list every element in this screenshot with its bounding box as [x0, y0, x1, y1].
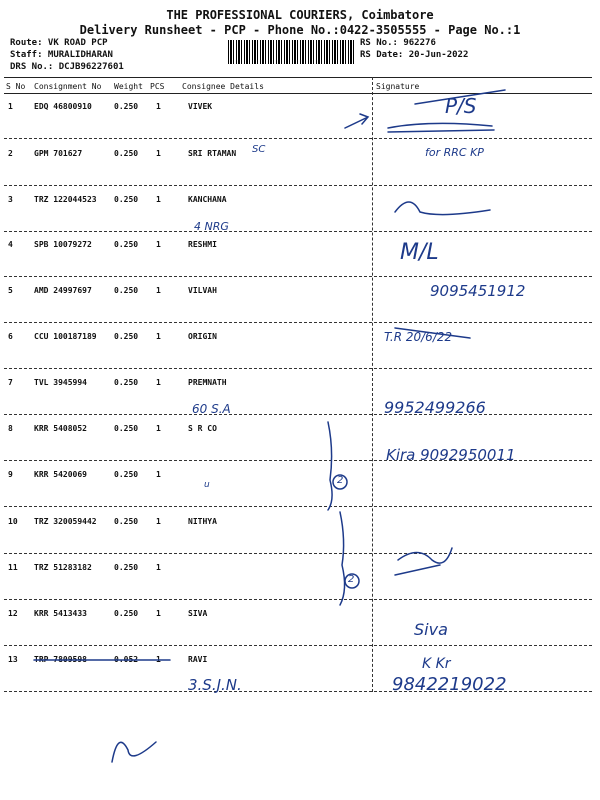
row-consignment: TRP 7809598: [34, 655, 87, 664]
signature-scribble-row3: [395, 202, 490, 215]
row-weight: 0.052: [114, 655, 139, 664]
drs-number: DRS No.: DCJB96227601: [10, 62, 124, 72]
row-weight: 0.250: [114, 102, 139, 111]
row-consignee: PREMNATH: [188, 378, 227, 387]
col-sno: S No: [6, 82, 26, 91]
row-pcs: 1: [156, 149, 161, 158]
route: Route: VK ROAD PCP: [10, 38, 108, 48]
row-consignee: SIVA: [188, 609, 208, 618]
row-weight: 0.250: [114, 609, 139, 618]
row-weight: 0.250: [114, 517, 139, 526]
handwritten-ps: P/S: [445, 94, 477, 118]
arrow-icon: [345, 114, 368, 128]
row-sno: 2: [8, 149, 13, 158]
handwritten-signature-row2: for RRC KP: [425, 146, 484, 159]
row-sno: 3: [8, 195, 13, 204]
row-weight: 0.250: [114, 424, 139, 433]
handwritten-note-row7: 60 S.A: [192, 402, 231, 416]
handwritten-note-row3: 4 NRG: [194, 220, 229, 233]
signature-scribble-row6: [395, 328, 470, 338]
row-sno: 10: [8, 517, 18, 526]
row-consignment: TRZ 122044523: [34, 195, 97, 204]
row-consignee: RESHMI: [188, 240, 217, 249]
row-weight: 0.250: [114, 286, 139, 295]
row-weight: 0.250: [114, 563, 139, 572]
staff: Staff: MURALIDHARAN: [10, 50, 113, 60]
row-sno: 11: [8, 563, 18, 572]
handwritten-signature-row4: M/L: [400, 240, 439, 265]
row-pcs: 1: [156, 655, 161, 664]
row-consignment: CCU 100187189: [34, 332, 97, 341]
row-sno: 8: [8, 424, 13, 433]
row-consignee: S R CO: [188, 424, 217, 433]
runsheet-subtitle: Delivery Runsheet - PCP - Phone No.:0422-3505555 - Page No.:1: [79, 23, 521, 37]
arrow-pointer-row1: [415, 90, 505, 104]
strike-scribble-row1: [388, 123, 494, 132]
handwritten-sc: SC: [252, 144, 266, 155]
col-signature: Signature: [376, 82, 420, 91]
row-pcs: 1: [156, 286, 161, 295]
row-consignment: GPM 701627: [34, 149, 83, 158]
row-consignment: KRR 5413433: [34, 609, 87, 618]
row-sno: 12: [8, 609, 18, 618]
bracket-b: [340, 512, 345, 605]
row-consignment: KRR 5408052: [34, 424, 87, 433]
row-weight: 0.250: [114, 240, 139, 249]
footer-scribble: [112, 742, 156, 762]
row-pcs: 1: [156, 240, 161, 249]
col-consignment: Consignment No: [34, 82, 102, 91]
row-consignment: EDQ 46800910: [34, 102, 92, 111]
row-sno: 13: [8, 655, 18, 664]
bracket-a: [328, 422, 332, 510]
row-consignee: NITHYA: [188, 517, 217, 526]
row-consignment: SPB 10079272: [34, 240, 92, 249]
row-pcs: 1: [156, 424, 161, 433]
row-sno: 4: [8, 240, 13, 249]
row-pcs: 1: [156, 102, 161, 111]
row-pcs: 1: [156, 517, 161, 526]
row-sno: 6: [8, 332, 13, 341]
row-weight: 0.250: [114, 195, 139, 204]
handwritten-note-row9: u: [204, 480, 210, 490]
row-consignment: TRZ 51283182: [34, 563, 92, 572]
rs-number: RS No.: 962276: [360, 38, 436, 48]
handwritten-note-row13: 3.S.J.N.: [188, 676, 242, 694]
row-consignment: KRR 5420069: [34, 470, 87, 479]
handwritten-signature-row8: Kira 9092950011: [386, 446, 516, 464]
row-consignee: VILVAH: [188, 286, 217, 295]
row-consignee: SRI RTAMAN: [188, 149, 237, 158]
row-sno: 5: [8, 286, 13, 295]
row-pcs: 1: [156, 563, 161, 572]
row-pcs: 1: [156, 378, 161, 387]
row-weight: 0.250: [114, 470, 139, 479]
row-pcs: 1: [156, 332, 161, 341]
rs-date: RS Date: 20-Jun-2022: [360, 50, 469, 60]
handwritten-phone-row5: 9095451912: [430, 282, 526, 300]
col-weight: Weight: [114, 82, 143, 91]
row-consignee: ORIGIN: [188, 332, 217, 341]
col-consignee: Consignee Details: [182, 82, 264, 91]
handwritten-signature-row12: Siva: [414, 620, 448, 639]
row-weight: 0.250: [114, 332, 139, 341]
handwritten-phone-row13: 9842219022: [392, 674, 507, 695]
row-consignment: TRZ 320059442: [34, 517, 97, 526]
bracket-circle-a: [333, 475, 347, 489]
handwritten-signature-row6: T.R 20/6/22: [384, 330, 453, 344]
handwritten-signature-row13: K Kr: [422, 656, 451, 672]
row-pcs: 1: [156, 609, 161, 618]
row-consignment: AMD 24997697: [34, 286, 92, 295]
row-consignee: KANCHANA: [188, 195, 227, 204]
row-pcs: 1: [156, 470, 161, 479]
bracket-circle-b: [345, 574, 359, 588]
row-consignee: VIVEK: [188, 102, 213, 111]
row-weight: 0.250: [114, 378, 139, 387]
company-title: THE PROFESSIONAL COURIERS, Coimbatore: [166, 8, 434, 22]
row-sno: 9: [8, 470, 13, 479]
row-consignment: TVL 3945994: [34, 378, 87, 387]
bracket-label-a: 2: [337, 475, 344, 486]
signature-scribble-row11: [395, 548, 452, 575]
row-consignee: RAVI: [188, 655, 208, 664]
row-pcs: 1: [156, 195, 161, 204]
row-weight: 0.250: [114, 149, 139, 158]
col-pcs: PCS: [150, 82, 165, 91]
bracket-label-b: 2: [348, 574, 355, 585]
row-sno: 7: [8, 378, 13, 387]
row-sno: 1: [8, 102, 13, 111]
handwritten-phone-row7: 9952499266: [384, 398, 486, 417]
